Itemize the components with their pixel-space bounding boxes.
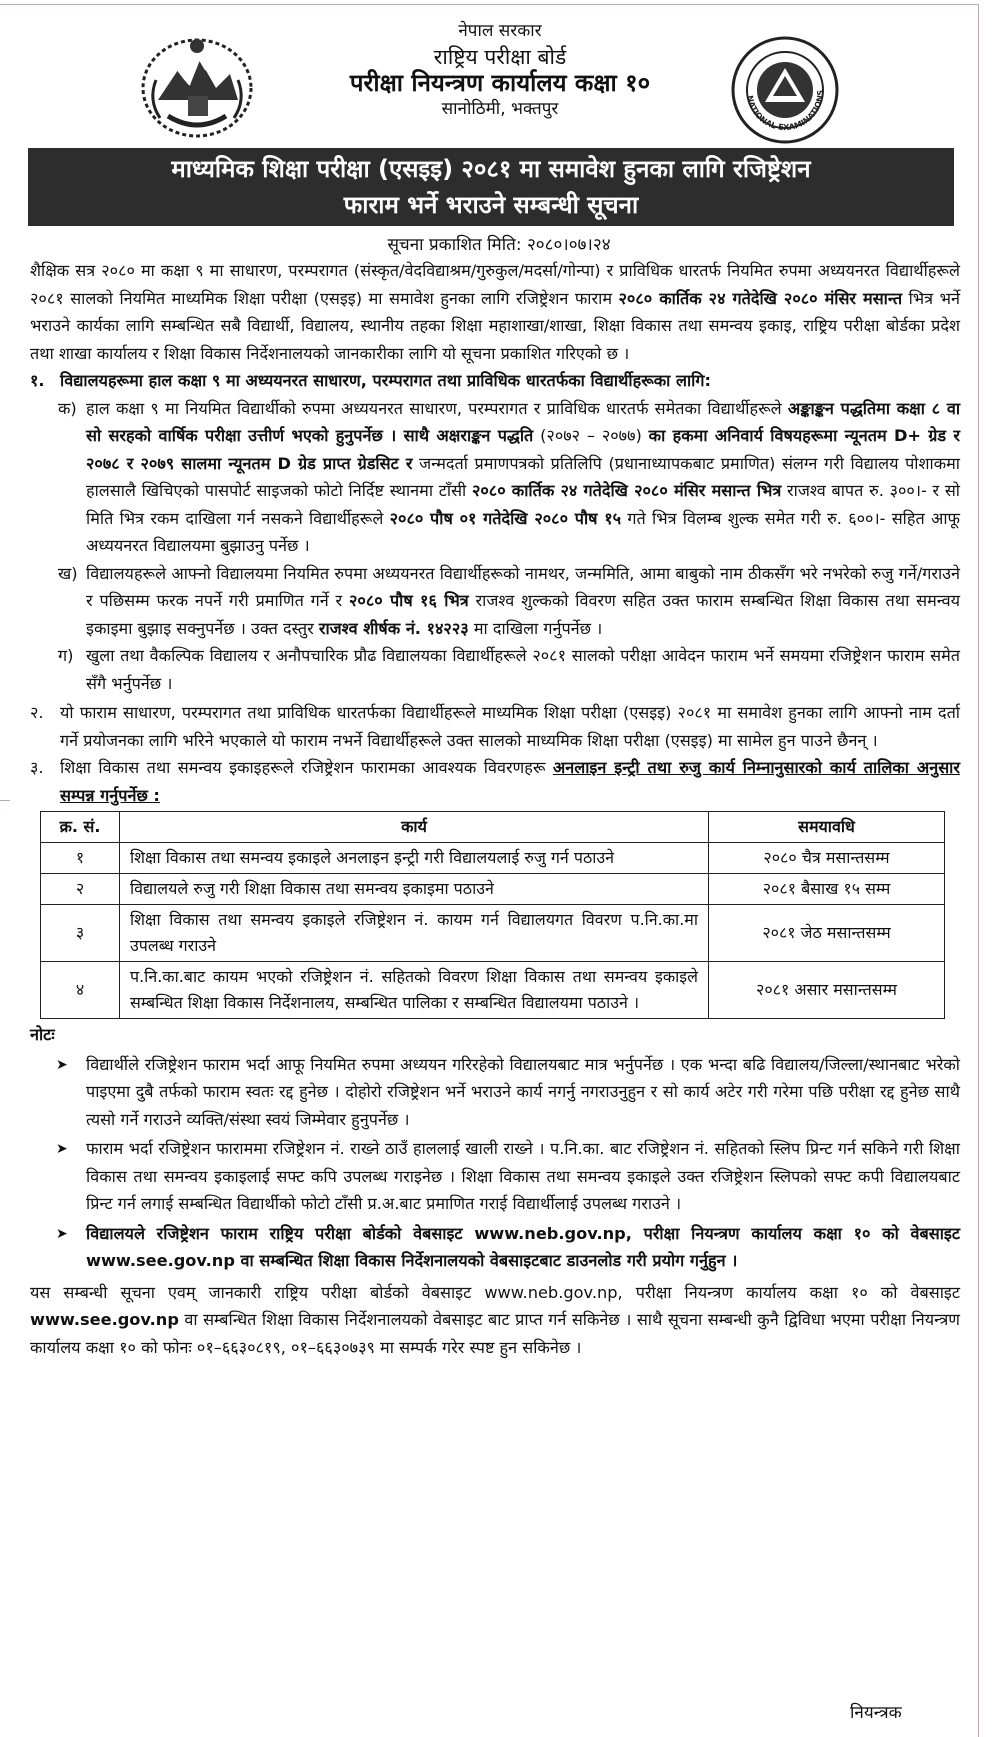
table-row [41,843,945,874]
closing-p1: यस सम्बन्धी सूचना एवम् जानकारी राष्ट्रिय परीक्षा बोर्डको वेबसाइट www.neb.gov.np, परीक्षा नियन्त्रण कार्यालय कक्षा १० को वेबसाइट [30,1282,960,1302]
section-1-number: १. [30,371,45,390]
ka-p3: जन्मदर्ता प्रमाणपत्रको प्रतिलिपि (प्रधानाध्यापकबाट प्रमाणित) संलग्न गरी विद्यालय पोशाकमा हालसालै खिचिएको पासपोर्ट साइजको फोटो निर्दिष्ट स्थानमा टाँसी [86,453,960,500]
ka-p5: गते भित्र विलम्ब शुल्क समेत गरी रु. ६००।- सहित आफू अध्ययनरत विद्यालयमा बुझाउनु पर्नेछ । [86,508,960,555]
section-3 [30,754,960,809]
closing-paragraph [30,1279,960,1362]
col-header-period: समयावधि [709,812,945,843]
ga-text: खुला तथा वैकल्पिक विद्यालय र अनौपचारिक प्रौढ विद्यालयका विद्यार्थीहरूले २०८१ सालको परीक्षा आवेदन फाराम भर्ने समयमा रजिष्ट्रेशन फाराम समेत सँगै भर्नुपर्नेछ । [86,646,960,693]
closing-website: www.see.gov.np [30,1310,179,1329]
header-board: राष्ट्रिय परीक्षा बोर्ड [433,45,567,69]
kha-b1: २०८० पौष १६ भित्र [349,591,469,610]
kha-p3: मा दाखिला गर्नुपर्नेछ । [468,618,603,638]
row-sn: २ [41,874,120,905]
table-row [41,905,945,962]
table-row [41,874,945,905]
schedule-table [40,811,945,1019]
row-period: २०८१ असार मसान्तसम्म [709,962,945,1019]
arrow-bullet-icon: ➤ [56,1056,68,1073]
title-line-2: फाराम भर्ने भराउने सम्बन्धी सूचना [343,191,639,219]
section-3-number: ३. [30,758,44,777]
ka-b1: अङ्काङ्कन पद्धतिमा कक्षा ८ वा सो सरहको वार्षिक परीक्षा उत्तीर्ण भएको हुनुपर्नेछ । साथै अक्षराङ्कन पद्धति [86,398,961,445]
neb-seal-logo [725,30,845,150]
ka-p2: (२०७२ – २०७७) [533,426,649,445]
signature-designation: नियन्त्रक [850,1703,902,1723]
kha-text [86,560,960,643]
ka-b2: का हकमा अनिवार्य विषयहरूमा न्यूनतम D+ ग्रेड र २०७८ र २०७९ सालमा न्यूनतम D ग्रेड प्राप्त ग्रेडसिट र [86,426,960,473]
intro-dates: २०८० कार्तिक २४ गतेदेखि २०८० मंसिर मसान्त [618,288,903,308]
row-sn: ४ [41,962,120,1019]
section-1-title: विद्यालयहरूमा हाल कक्षा ९ मा अध्ययनरत साधारण, परम्परागत तथा प्राविधिक धारतर्फका विद्यार्थीहरूका लागि: [60,371,711,390]
table-header-row [41,812,945,843]
intro-text-a: शैक्षिक सत्र २०८० मा कक्षा ९ मा साधारण, परम्परागत (संस्कृत/वेदविद्याश्रम/गुरुकुल/मदर्सा/गोन्पा) र प्राविधिक धारतर्फ नियमित रुपमा अध्ययनरत विद्यार्थीहरूले २०८१ सालको नियमित माध्यमिक शिक्षा परीक्षा (एसइइ) मा समावेश हुनका लागि रजिष्ट्रेशन फाराम [30,261,960,308]
nepal-emblem-logo [138,30,256,140]
ka-b4: २०८० पौष ०१ गतेदेखि २०८० पौष १५ [389,508,622,528]
section-1-heading [30,367,960,395]
section-2-number: २. [30,703,44,722]
row-task: शिक्षा विकास तथा समन्वय इकाइले रजिष्ट्रेशन नं. कायम गर्न विद्यालयगत विवरण प.नि.का.मा उपलब्ध गराउने [120,905,709,962]
row-sn: १ [41,843,120,874]
kha-p1: विद्यालयहरूले आफ्नो विद्यालयमा नियमित रुपमा अध्ययनरत विद्यार्थीहरूको नामथर, जन्ममिति, आमा बाबुको नाम ठीकसँग भरे नभरेको रुजु गर्ने/गराउने र पछिसम्म फरक नपर्ने गरी प्रमाणित गर्ने र [86,563,960,610]
publish-date: सूचना प्रकाशित मिति: २०८०।०७।२४ [387,235,611,255]
row-task: विद्यालयले रुजु गरी शिक्षा विकास तथा समन्वय इकाइमा पठाउने [120,874,709,905]
section-3-p1: शिक्षा विकास तथा समन्वय इकाइहरूले रजिष्ट्रेशन फारामका आवश्यक विवरणहरू [60,758,553,777]
kha-b2: राजश्व शीर्षक नं. १४२२३ [318,618,469,638]
header-address: सानोठिमी, भक्तपुर [441,99,559,119]
seal-lettering: NATIONAL EXAMINATIONS [745,89,826,133]
title-line-1: माध्यमिक शिक्षा परीक्षा (एसइइ) २०८१ मा समावेश हुनका लागि रजिष्ट्रेशन [171,155,811,183]
table-row [41,962,945,1019]
col-header-sn: क्र. सं. [41,812,120,843]
section-2-text: यो फाराम साधारण, परम्परागत तथा प्राविधिक धारतर्फका विद्यार्थीहरूले माध्यमिक शिक्षा परीक्षा (एसइइ) २०८१ मा समावेश हुनका लागि आफ्नो नाम दर्ता गर्ने प्रयोजनका लागि भरिने भएकाले यो फाराम नभर्ने विद्यार्थीहरूले उक्त सालको माध्यमिक शिक्षा परीक्षा (एसइइ) मा सामेल हुन पाउने छैनन् । [60,703,960,750]
row-period: २०८० चैत्र मसान्तसम्म [709,843,945,874]
note-item-1 [30,1051,960,1134]
section-3-b1: अनलाइन इन्ट्री तथा रुजु कार्य निम्नानुसारको कार्य तालिका अनुसार सम्पन्न गर्नुपर्नेछ : [60,758,960,805]
header-government: नेपाल सरकार [458,21,542,41]
row-period: २०८१ जेठ मसान्तसम्म [709,905,945,962]
header-lines [300,18,700,122]
ka-p1: हाल कक्षा ९ मा नियमित विद्यार्थीको रुपमा अध्ययनरत साधारण, परम्परागत र प्राविधिक धारतर्फ समेतका विद्यार्थीहरूले [86,398,788,418]
kha-number: ख) [58,563,78,583]
ka-p4: राजश्व बापत रु. ३००।- र सो मिति भित्र रकम दाखिला गर्न नसकने विद्यार्थीहरूले [86,481,960,528]
arrow-bullet-icon: ➤ [56,1225,68,1242]
col-header-task: कार्य [120,812,709,843]
note-3-text: विद्यालयले रजिष्ट्रेशन फाराम राष्ट्रिय परीक्षा बोर्डको वेबसाइट www.neb.gov.np, परीक्षा नियन्त्रण कार्यालय कक्षा १० को वेबसाइट www.see.gov.np वा सम्बन्धित शिक्षा विकास निर्देशनालयको वेबसाइटबाट डाउनलोड गरी प्रयोग गर्नुहुन । [86,1223,960,1270]
row-sn: ३ [41,905,120,962]
row-task: शिक्षा विकास तथा समन्वय इकाइले अनलाइन इन्ट्री गरी विद्यालयलाई रुजु गर्न पठाउने [120,843,709,874]
closing-p2: वा सम्बन्धित शिक्षा विकास निर्देशनालयको वेबसाइट बाट प्राप्त गर्न सकिनेछ । साथै सूचना सम्बन्धी कुनै द्विविधा भएमा परीक्षा नियन्त्रण कार्यालय कक्षा १० को फोनः ०१–६६३०८१९, ०१–६६३०७३९ मा सम्पर्क गरेर स्पष्ट हुन सकिनेछ । [30,1310,960,1357]
section-1-ka [30,395,960,560]
intro-text-c: भित्र भर्ने भराउने कार्यका लागि सम्बन्धित सबै विद्यार्थी, विद्यालय, स्थानीय तहका शिक्षा महाशाखा/शाखा, शिक्षा विकास तथा समन्वय इकाइ, राष्ट्रिय परीक्षा बोर्डका प्रदेश तथा शाखा कार्यालय र शिक्षा विकास निर्देशनालयको जानकारीका लागि यो सूचना प्रकाशित गरिएको छ । [30,288,960,363]
row-period: २०८१ बैसाख १५ सम्म [709,874,945,905]
ka-b3: २०८० कार्तिक २४ गतेदेखि २०८० मंसिर मसान्त भित्र [471,481,782,500]
notice-title-banner [28,148,954,226]
ga-number: ग) [58,646,74,665]
note-item-2 [30,1135,960,1218]
left-margin-tick [0,800,10,801]
section-3-text [60,754,960,809]
arrow-bullet-icon: ➤ [56,1141,68,1157]
note-item-3 [30,1220,960,1275]
ka-number: क) [58,398,77,418]
right-border-line [978,4,979,1737]
note-2-text: फाराम भर्दा रजिष्ट्रेशन फाराममा रजिष्ट्रेशन नं. राख्ने ठाउँ हाललाई खाली राख्ने । प.नि.का. बाट रजिष्ट्रेशन नं. सहितको स्लिप प्रिन्ट गर्न सकिने गरी शिक्षा विकास तथा समन्वय इकाइलाई सफ्ट कपि उपलब्ध गराइनेछ । शिक्षा विकास तथा समन्वय इकाइले उक्त रजिष्ट्रेशन स्लिपको सफ्ट कपी विद्यालयबाट प्रिन्ट गर्न लगाई सम्बन्धित विद्यार्थीको फोटो टाँसी प्र.अ.बाट प्रमाणित गराई विद्यार्थीलाई उपलब्ध गराउने । [86,1139,960,1213]
section-1-kha [30,560,960,643]
section-2 [30,699,960,754]
notes-heading: नोटः [30,1025,55,1044]
kha-p2: राजश्व शुल्कको विवरण सहित उक्त फाराम सम्बन्धित शिक्षा विकास तथा समन्वय इकाइमा बुझाइ सक्नुपर्नेछ । उक्त दस्तुर [86,591,960,638]
row-task: प.नि.का.बाट कायम भएको रजिष्ट्रेशन नं. सहितको विवरण शिक्षा विकास तथा समन्वय इकाइले सम्बन्धित शिक्षा विकास निर्देशनालय, सम्बन्धित पालिका र सम्बन्धित विद्यालयमा पठाउने । [120,962,709,1019]
section-1-ga [30,642,960,697]
ka-text [86,395,960,560]
notice-header [0,0,998,160]
intro-paragraph [30,257,960,367]
notice-body [30,257,960,1361]
header-office: परीक्षा नियन्त्रण कार्यालय कक्षा १० [349,69,651,97]
note-1-text: विद्यार्थीले रजिष्ट्रेशन फाराम भर्दा आफू नियमित रुपमा अध्ययन गरिरहेको विद्यालयबाट मात्र भर्नुपर्नेछ । एक भन्दा बढि विद्यालय/जिल्ला/स्थानबाट भरेको पाइएमा दुबै तर्फको फाराम स्वतः रद्द हुनेछ । दोहोरो रजिष्ट्रेशन भर्ने भराउने कार्य नगर्नु नगराउनुहुन र सो कार्य अटेर गरी गरेमा पछि परीक्षा रद्द हुनेछ साथै त्यसो गर्ने गराउने व्यक्ति/संस्था स्वयं जिम्मेवार हुनुपर्नेछ । [86,1054,960,1129]
